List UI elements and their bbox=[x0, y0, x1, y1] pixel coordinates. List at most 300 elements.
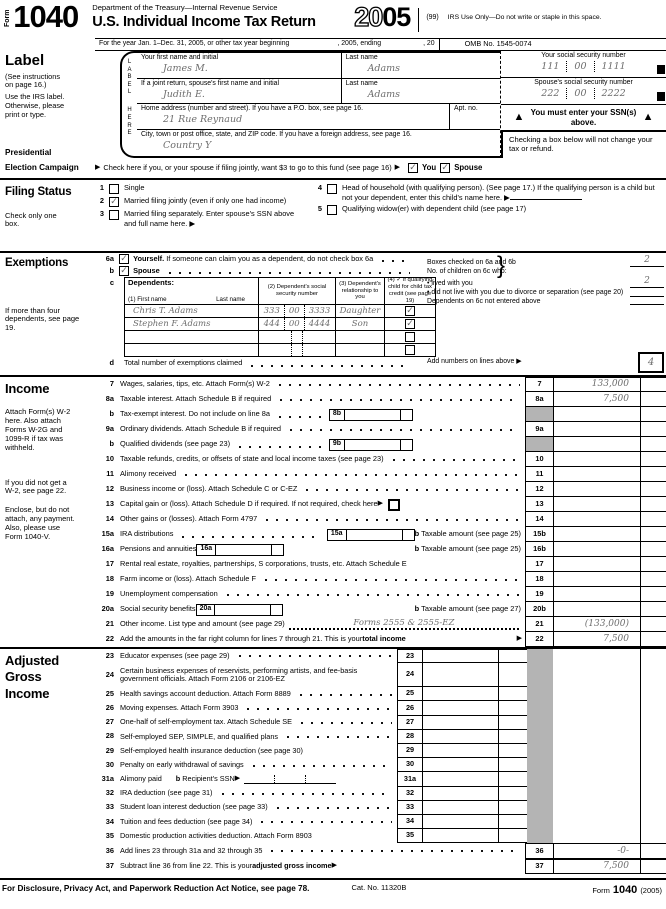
line-number: 12 bbox=[105, 484, 114, 494]
outer-blank bbox=[553, 815, 640, 829]
line-number: 26 bbox=[105, 703, 114, 713]
agi-line-26 bbox=[95, 701, 666, 715]
agi-heading: Adjusted Gross Income bbox=[5, 653, 60, 701]
dotted-leader bbox=[286, 428, 520, 432]
outer-blank bbox=[553, 744, 640, 758]
line-label-area bbox=[120, 718, 397, 727]
qualifying-child-checkbox[interactable]: ✓ bbox=[406, 318, 414, 329]
inner-box-amount[interactable] bbox=[344, 440, 400, 450]
line-ref-8b bbox=[525, 407, 553, 422]
election-campaign-heading: Election Campaign bbox=[5, 163, 79, 173]
outer-cents-line bbox=[640, 758, 666, 772]
qualifying-child-checkbox[interactable] bbox=[405, 345, 415, 355]
dependent-ssn[interactable] bbox=[258, 305, 335, 317]
income-line-14 bbox=[95, 512, 666, 527]
filing-status-item-4 bbox=[313, 184, 662, 202]
last-name-value[interactable]: Adams bbox=[367, 63, 401, 75]
election-campaign-row bbox=[0, 158, 666, 180]
ssn-part: 1111 bbox=[594, 61, 633, 72]
agi-line-24 bbox=[95, 663, 666, 687]
form-footer bbox=[0, 878, 666, 909]
line-cents-11[interactable] bbox=[640, 467, 666, 482]
exemptions-middle bbox=[95, 253, 433, 375]
ssn-seg bbox=[244, 775, 275, 783]
last-name-label: Last name bbox=[345, 54, 378, 61]
home-address-value[interactable]: 21 Rue Reynaud bbox=[163, 114, 243, 126]
exemptions-right-notes bbox=[415, 253, 666, 375]
note-text: No. of children on 6c who: bbox=[427, 267, 507, 275]
agi-line-28 bbox=[95, 730, 666, 744]
inner-amount-33[interactable] bbox=[422, 801, 498, 815]
inner-cents-27[interactable] bbox=[498, 716, 527, 730]
line-number: 36 bbox=[105, 845, 114, 855]
line-amount-15b[interactable] bbox=[553, 527, 640, 542]
line-label-text: Alimony paid bbox=[120, 774, 162, 784]
ssn-part: 3333 bbox=[304, 305, 335, 317]
dependent-row bbox=[125, 344, 435, 357]
ssn-part: 00 bbox=[284, 318, 304, 330]
line-6b bbox=[95, 265, 415, 277]
inner-ref-35: 35 bbox=[397, 829, 422, 843]
exemptions-note bbox=[427, 298, 664, 306]
capital-gain-not-required-checkbox[interactable] bbox=[388, 499, 400, 511]
line-label-text: Domestic production activities deduction. Attach Form 8903 bbox=[120, 831, 312, 840]
line-cents-18[interactable] bbox=[640, 572, 666, 587]
note-value[interactable] bbox=[630, 304, 664, 305]
outer-cents-line bbox=[640, 772, 666, 786]
inner-box-cents[interactable] bbox=[271, 545, 283, 555]
inner-box-cents[interactable] bbox=[402, 530, 414, 540]
check-one-box-note: Check only one box. bbox=[5, 210, 57, 229]
inner-box-cents[interactable] bbox=[400, 440, 412, 450]
line-ref-9a: 9a bbox=[525, 422, 553, 437]
inner-cents-25[interactable] bbox=[498, 687, 527, 701]
inner-cents-34[interactable] bbox=[498, 815, 527, 829]
filing-status-checkbox-3[interactable] bbox=[109, 210, 119, 220]
line-cents-19[interactable] bbox=[640, 587, 666, 602]
line-number: 11 bbox=[106, 469, 114, 479]
apt-no-field[interactable] bbox=[450, 104, 500, 129]
line-cents-8a[interactable] bbox=[640, 392, 666, 407]
ssn-part bbox=[302, 331, 314, 343]
line-ref-37: 37 bbox=[525, 859, 553, 874]
inner-amount-30[interactable] bbox=[422, 758, 498, 772]
outer-blank bbox=[553, 716, 640, 730]
footer-form-word: Form bbox=[592, 886, 610, 895]
line-amount-20b[interactable] bbox=[553, 602, 640, 617]
line-cents-21[interactable] bbox=[640, 617, 666, 632]
line-amount-17[interactable] bbox=[553, 557, 640, 572]
inner-ref-28: 28 bbox=[397, 730, 422, 744]
inner-amount-box-8b[interactable] bbox=[329, 409, 413, 421]
shaded-band bbox=[527, 815, 553, 829]
line-label-text: Farm income or (loss). Attach Schedule F bbox=[120, 575, 256, 584]
note-value[interactable] bbox=[630, 296, 664, 297]
filing-status-label: Qualifying widow(er) with dependent child (see page 17) bbox=[342, 204, 527, 214]
line-ref-36: 36 bbox=[525, 843, 553, 858]
line-amount-22[interactable]: 7,500 bbox=[553, 632, 640, 647]
label-section bbox=[0, 51, 666, 158]
line-label-text: Ordinary dividends. Attach Schedule B if required bbox=[120, 425, 282, 434]
strip-letter: R bbox=[127, 122, 132, 129]
exemptions-note bbox=[427, 268, 664, 276]
yourself-checkbox[interactable]: ✓ bbox=[120, 253, 128, 264]
line-label-area bbox=[120, 560, 525, 569]
dotted-leader bbox=[235, 445, 324, 449]
inner-box-amount[interactable] bbox=[214, 605, 270, 615]
income-line-22 bbox=[95, 632, 666, 647]
inner-ref-33: 33 bbox=[397, 801, 422, 815]
shaded-band bbox=[527, 772, 553, 786]
inner-cents-31a[interactable] bbox=[498, 772, 527, 786]
inner-amount-28[interactable] bbox=[422, 730, 498, 744]
filing-status-column-2 bbox=[313, 180, 666, 251]
income-line-16a bbox=[95, 542, 666, 557]
your-ssn-field[interactable] bbox=[501, 51, 666, 78]
inner-amount-box-15a[interactable] bbox=[327, 529, 415, 541]
agi-line-25 bbox=[95, 687, 666, 701]
dependents-table-body bbox=[125, 305, 435, 357]
inner-ref-29: 29 bbox=[397, 744, 422, 758]
inner-amount-32[interactable] bbox=[422, 787, 498, 801]
dependent-row bbox=[125, 331, 435, 344]
last-name-field[interactable] bbox=[342, 53, 500, 78]
line-label-area bbox=[120, 395, 525, 404]
arrow-right-icon: ▶ bbox=[516, 358, 522, 366]
line-label-bold: total income bbox=[362, 635, 406, 644]
ssn-part: 00 bbox=[566, 88, 593, 99]
footer-form-year: (2005) bbox=[640, 886, 662, 895]
strip-letter: L bbox=[127, 59, 132, 65]
inner-amount-box-20a[interactable] bbox=[196, 604, 284, 616]
catalog-number: Cat. No. 11320B bbox=[351, 883, 407, 892]
inner-amount-24[interactable] bbox=[422, 663, 498, 687]
tax-year-row bbox=[95, 38, 666, 51]
inner-amount-box-16a[interactable] bbox=[196, 544, 284, 556]
registration-mark bbox=[657, 92, 665, 101]
line-cents-15b[interactable] bbox=[640, 527, 666, 542]
you-checkbox[interactable]: ✓ bbox=[409, 162, 417, 173]
line-label-text: Social security benefits bbox=[120, 604, 196, 614]
dependent-relationship[interactable] bbox=[335, 344, 384, 356]
agi-line-23 bbox=[95, 649, 666, 663]
dotted-leader bbox=[178, 535, 321, 539]
dotted-leader bbox=[389, 458, 520, 462]
filing-status-label-2: and full name here. ▶ bbox=[124, 218, 196, 228]
dependent-row bbox=[125, 318, 435, 331]
line-number: 35 bbox=[105, 830, 114, 840]
inner-cents-28[interactable] bbox=[498, 730, 527, 744]
inner-cents-26[interactable] bbox=[498, 701, 527, 715]
outer-cents-line bbox=[640, 815, 666, 829]
line-cents-37[interactable] bbox=[640, 859, 666, 874]
income-line-20a bbox=[95, 602, 666, 617]
line-cents-14[interactable] bbox=[640, 512, 666, 527]
line-number: 32 bbox=[105, 788, 114, 798]
dependent-relationship[interactable]: Daughter bbox=[335, 305, 384, 317]
ssn-part bbox=[291, 331, 303, 343]
inner-box-cents[interactable] bbox=[270, 605, 282, 615]
code-99: (99) bbox=[426, 14, 439, 21]
line-label-text: Unemployment compensation bbox=[120, 590, 218, 599]
agi-line-35 bbox=[95, 829, 666, 843]
first-name-value[interactable]: James M. bbox=[163, 63, 208, 75]
inner-amount-box-9b[interactable] bbox=[329, 439, 413, 451]
line-amount-7[interactable]: 133,000 bbox=[553, 377, 640, 392]
warning-triangle-icon: ▲ bbox=[513, 110, 525, 123]
arrow-right-icon: ▶ bbox=[394, 163, 401, 171]
line-label-text: Moving expenses. Attach Form 3903 bbox=[120, 704, 239, 713]
strip-letter: B bbox=[127, 74, 132, 81]
filing-status-checkbox-2[interactable]: ✓ bbox=[110, 196, 118, 207]
city-field[interactable] bbox=[137, 130, 500, 156]
dependent-relationship[interactable] bbox=[335, 331, 384, 343]
line-amount-10[interactable] bbox=[553, 452, 640, 467]
recipient-ssn-blank[interactable] bbox=[244, 775, 336, 784]
line-number: 8a bbox=[105, 394, 114, 404]
line-ref-13: 13 bbox=[525, 497, 553, 512]
your-ssn-value[interactable] bbox=[534, 61, 632, 72]
spouse-last-name-field[interactable] bbox=[342, 79, 500, 104]
dependent-ssn[interactable] bbox=[258, 318, 335, 330]
line-6a bbox=[95, 253, 415, 265]
add-numbers-text: Add numbers on lines above ▶ bbox=[427, 358, 522, 366]
spouse-first-name-value[interactable]: Judith E. bbox=[163, 88, 205, 100]
note-text: Dependents on 6c not entered above bbox=[427, 297, 541, 305]
line-cents-12[interactable] bbox=[640, 482, 666, 497]
ssn-part: 222 bbox=[541, 88, 560, 100]
line-ref-10: 10 bbox=[525, 452, 553, 467]
line-cents-8b[interactable] bbox=[640, 407, 666, 422]
total-exemptions-box[interactable]: 4 bbox=[638, 352, 664, 373]
line-cents-7[interactable] bbox=[640, 377, 666, 392]
header-relationship-column: (3) Dependent's relationship to you bbox=[335, 278, 384, 304]
dependents-label: Dependents: bbox=[128, 278, 174, 287]
dependent-row bbox=[125, 305, 435, 318]
address-row bbox=[137, 104, 500, 130]
line-number: 29 bbox=[105, 745, 114, 755]
line-number: 21 bbox=[105, 619, 114, 629]
filing-status-checkbox-5[interactable] bbox=[327, 205, 337, 215]
no-w2-note: If you did not get a W-2, see page 22. bbox=[5, 477, 67, 496]
label-fields bbox=[137, 53, 500, 156]
inner-box-amount[interactable] bbox=[344, 410, 400, 420]
suffix-b: b bbox=[414, 604, 422, 614]
line-label-text: Subtract line 36 from line 22. This is your bbox=[120, 862, 253, 871]
inner-cents-35[interactable] bbox=[498, 829, 527, 843]
line-label-text: Penalty on early withdrawal of savings bbox=[120, 760, 244, 769]
income-left bbox=[0, 377, 95, 647]
ssn-panel bbox=[500, 51, 666, 158]
line-label-text: One-half of self-employment tax. Attach Schedule SE bbox=[120, 718, 292, 727]
line-amount-11[interactable] bbox=[553, 467, 640, 482]
line-amount-13[interactable] bbox=[553, 497, 640, 512]
inner-amount-29[interactable] bbox=[422, 744, 498, 758]
income-line-15a bbox=[95, 527, 666, 542]
other-income-type-entry[interactable]: Forms 2555 & 2555-EZ bbox=[289, 619, 519, 631]
inner-cents-24[interactable] bbox=[498, 663, 527, 687]
filing-status-left bbox=[0, 180, 95, 251]
exemptions-notes-list bbox=[427, 255, 664, 306]
spouse-last-name-value[interactable]: Adams bbox=[367, 88, 401, 100]
line-amount-37[interactable]: 7,500 bbox=[553, 859, 640, 874]
inner-amount-34[interactable] bbox=[422, 815, 498, 829]
suffix-b: b bbox=[175, 774, 183, 784]
inner-ref-27: 27 bbox=[397, 716, 422, 730]
dotted-leader bbox=[262, 518, 520, 522]
arrow-right-icon: ▶ bbox=[331, 862, 337, 870]
spouse-ssn-field[interactable] bbox=[501, 78, 666, 105]
filing-status-label: Head of household (with qualifying person). (See page 17.) If the qualifying person is a child but not your dependent, enter this child's name here. ▶ bbox=[342, 183, 655, 202]
city-value[interactable]: Country Y bbox=[163, 139, 212, 151]
inner-cents-32[interactable] bbox=[498, 787, 527, 801]
line-number: 10 bbox=[105, 454, 114, 464]
line-number: 34 bbox=[105, 816, 114, 826]
dotted-leader bbox=[297, 721, 392, 725]
dependent-ssn[interactable] bbox=[258, 344, 335, 356]
line-label-text: Qualified dividends (see page 23) bbox=[120, 439, 231, 449]
line-number: 31a bbox=[101, 774, 114, 784]
qualifying-child-checkbox[interactable] bbox=[405, 332, 415, 342]
line-number: 28 bbox=[105, 731, 114, 741]
income-section bbox=[0, 377, 666, 649]
line-amount-8a[interactable]: 7,500 bbox=[553, 392, 640, 407]
qualifying-child-checkbox[interactable]: ✓ bbox=[406, 305, 414, 316]
child-name-blank[interactable] bbox=[510, 193, 582, 200]
line-cents-16b[interactable] bbox=[640, 542, 666, 557]
line-cents-9b[interactable] bbox=[640, 437, 666, 452]
line-cents-10[interactable] bbox=[640, 452, 666, 467]
header-name-column bbox=[125, 278, 258, 304]
line-cents-9a[interactable] bbox=[640, 422, 666, 437]
inner-amount-35[interactable] bbox=[422, 829, 498, 843]
line-label-area bbox=[120, 470, 525, 479]
line-6d-text: Total number of exemptions claimed bbox=[124, 358, 243, 368]
exemptions-note bbox=[427, 276, 664, 288]
dotted-leader bbox=[296, 693, 392, 697]
line-amount-12[interactable] bbox=[553, 482, 640, 497]
shaded-band bbox=[527, 701, 553, 715]
line-label-text: Self-employed health insurance deduction (see page 30) bbox=[120, 746, 303, 755]
filing-status-checkbox-1[interactable] bbox=[109, 184, 119, 194]
dependents-table bbox=[124, 277, 436, 357]
line-label-text: Educator expenses (see page 29) bbox=[120, 651, 230, 660]
line-label-text: Student loan interest deduction (see page 33) bbox=[120, 803, 268, 812]
inner-box-amount[interactable] bbox=[215, 545, 271, 555]
line-ref-21: 21 bbox=[525, 617, 553, 632]
outer-blank bbox=[553, 758, 640, 772]
dotted-leader bbox=[243, 707, 392, 711]
brace-glyph: } bbox=[497, 253, 506, 279]
line-amount-9b[interactable] bbox=[553, 437, 640, 452]
line-amount-19[interactable] bbox=[553, 587, 640, 602]
inner-amount-25[interactable] bbox=[422, 687, 498, 701]
shaded-band bbox=[527, 787, 553, 801]
dependent-relationship[interactable]: Son bbox=[335, 318, 384, 330]
inner-cents-33[interactable] bbox=[498, 801, 527, 815]
dependent-name[interactable]: Chris T. Adams bbox=[133, 305, 198, 316]
shaded-band bbox=[527, 687, 553, 701]
income-line-10 bbox=[95, 452, 666, 467]
agi-rows bbox=[95, 649, 666, 878]
line-label-area bbox=[120, 690, 397, 699]
inner-amount-31a[interactable] bbox=[422, 772, 498, 786]
line-amount-36[interactable]: -0- bbox=[553, 843, 640, 858]
header-middle bbox=[92, 4, 354, 31]
inner-box-amount[interactable] bbox=[346, 530, 402, 540]
inner-cents-29[interactable] bbox=[498, 744, 527, 758]
use-irs-label-note: Use the IRS label. Otherwise, please print or type. bbox=[5, 92, 65, 119]
spouse-exemption-checkbox[interactable]: ✓ bbox=[120, 265, 128, 276]
inner-cents-23[interactable] bbox=[498, 649, 527, 663]
line-number: 22 bbox=[105, 634, 114, 644]
inner-amount-26[interactable] bbox=[422, 701, 498, 715]
tax-year-display bbox=[354, 2, 410, 34]
inner-ref-31a: 31a bbox=[397, 772, 422, 786]
line-label-area bbox=[120, 761, 397, 770]
form-number: 1040 bbox=[13, 0, 79, 34]
inner-amount-27[interactable] bbox=[422, 716, 498, 730]
dependent-name[interactable]: Stephen F. Adams bbox=[133, 318, 211, 329]
line-label-text: IRA distributions bbox=[120, 529, 174, 539]
line-amount-14[interactable] bbox=[553, 512, 640, 527]
spouse-first-name-field[interactable] bbox=[137, 79, 342, 104]
home-address-field[interactable] bbox=[137, 104, 450, 129]
outer-blank bbox=[553, 772, 640, 786]
ssn-seg bbox=[275, 775, 306, 783]
dotted-leader bbox=[275, 415, 324, 419]
line-amount-9a[interactable] bbox=[553, 422, 640, 437]
line-number: 16a bbox=[101, 544, 114, 554]
line-cents-36[interactable] bbox=[640, 843, 666, 858]
income-line-9a bbox=[95, 422, 666, 437]
attach-w2-note: Attach Form(s) W-2 here. Also attach Forms W-2G and 1099-R if tax was withheld. bbox=[5, 407, 71, 452]
dotted-leader bbox=[247, 364, 410, 368]
spouse-checkbox[interactable]: ✓ bbox=[441, 162, 449, 173]
ssn-part: 4444 bbox=[304, 318, 335, 330]
outer-cents-line bbox=[640, 663, 666, 687]
line-cents-20b[interactable] bbox=[640, 602, 666, 617]
outer-blank bbox=[553, 649, 640, 663]
election-campaign-checks bbox=[406, 163, 482, 173]
filing-status-label: Married filing separately. Enter spouse's SSN above and full name here. ▶ bbox=[124, 210, 313, 228]
spouse-ssn-value[interactable] bbox=[534, 88, 632, 99]
strip-letter: L bbox=[127, 89, 132, 96]
line-number: 1 bbox=[99, 183, 104, 192]
outer-cents-line bbox=[640, 801, 666, 815]
line-amount-18[interactable] bbox=[553, 572, 640, 587]
label-left-column bbox=[0, 51, 120, 158]
note-value[interactable]: 2 bbox=[630, 255, 664, 267]
exemptions-heading: Exemptions bbox=[5, 257, 69, 269]
line-amount-8b[interactable] bbox=[553, 407, 640, 422]
filing-status-checkbox-4[interactable] bbox=[327, 184, 337, 194]
first-name-field[interactable] bbox=[137, 53, 342, 78]
note-value[interactable]: 2 bbox=[630, 276, 664, 288]
line-ref-12: 12 bbox=[525, 482, 553, 497]
line-amount-16b[interactable] bbox=[553, 542, 640, 557]
line-cents-22[interactable] bbox=[640, 632, 666, 647]
line-cents-13[interactable] bbox=[640, 497, 666, 512]
line-amount-21[interactable]: (133,000) bbox=[553, 617, 640, 632]
filing-status-heading: Filing Status bbox=[5, 186, 72, 198]
inner-box-cents[interactable] bbox=[400, 410, 412, 420]
line-label-area bbox=[120, 409, 525, 421]
inner-cents-30[interactable] bbox=[498, 758, 527, 772]
inner-amount-23[interactable] bbox=[422, 649, 498, 663]
line-cents-17[interactable] bbox=[640, 557, 666, 572]
dependent-ssn[interactable] bbox=[258, 331, 335, 343]
